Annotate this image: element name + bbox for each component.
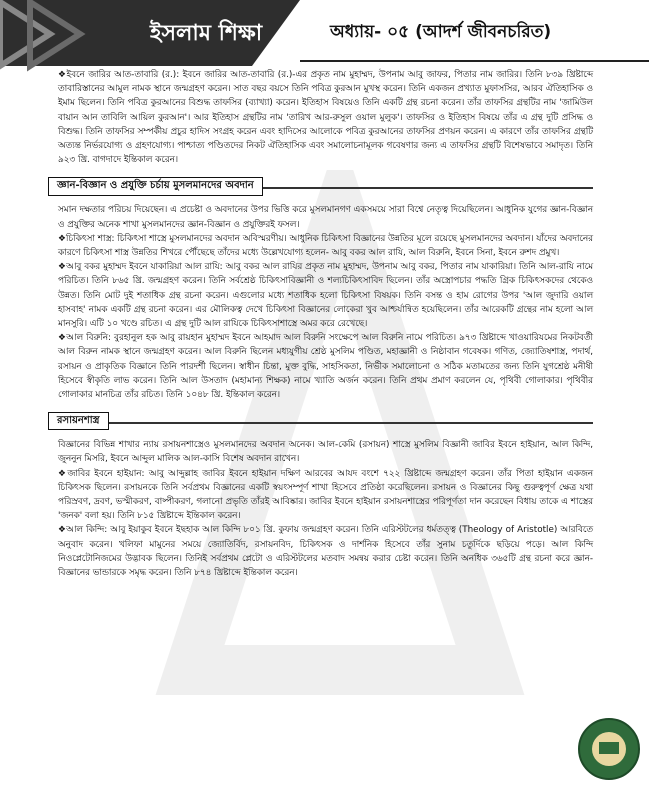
paragraph-tabari: ❖ ইবনে জারির আত-তাবারি (র.): ইবনে জারির আত-তাবারি (র.)-এর প্রকৃত নাম মুহাম্মদ, উপনাম আবু জাফর, পিতার নাম জারির। তিনি ৮৩৯ খ্রিষ্টাব্দে তাবারিস্তানের আমুল নামক স্থানে জন্মগ্রহণ করেন। সাত বছর বয়সে তিনি পবিত্র কুরআন মুখস্থ করেন। তিনি একজন প্রখ্যাত মুফাসসির, আরব ঐতিহাসিক ও ইমাম ছিলেন। তিনি পবিত্র কুরআনের বিশুদ্ধ তাফসির (ব্যাখ্যা) করেন। ইতিহাস বিষয়েও তিনি একটি গ্রন্থ রচনা করেন। তাঁর তাফসির গ্রন্থটির নাম 'জামিউল বায়ান আন তাবিলি আয়িল কুরআন'। আর ইতিহাস গ্রন্থটির নাম 'তারিখ আর-রুসুল ওয়াল মুলুক'। তাফসির ও ইতিহাস বিষয়ে তাঁর এ গ্রন্থ দুটি প্রসিদ্ধ ও বিশুদ্ধ। তিনি তাফসির সম্পর্কীয় প্রচুর হাদিস সংগ্রহ করেন এবং হাদিসের আলোকে পবিত্র কুরআনের তাফসির প্রণয়ন করেন। এ কারণে তাঁর তাফসির গ্রন্থটি অত্যন্ত নির্ভরযোগ্য ও গ্রহণযোগ্য। পাশ্চাত্য পণ্ডিতদের নিকট ঐতিহাসিক এবং সমালোচনামূলক গবেষণার জন্য এ তাফসির গ্রন্থটি বিশেষভাবে সমাদৃত। তিনি ৯২৩ খ্রি. বাগদাদে ইন্তিকাল করেন।: [58, 68, 593, 167]
page-header: [0, 0, 649, 66]
header-rule: [300, 60, 649, 62]
section-heading-row-chemistry: [58, 412, 593, 434]
paragraph-kindi: ❖ আল কিন্দি: আবু ইয়াকুব ইবনে ইছহাক আল কিন্দি ৮০১ খ্রি. কুফায় জন্মগ্রহণ করেন। তিনি এরিস্টটলের ধর্মতত্ত্ব (Theology of Aristotle) আরবিতে অনুবাদ করেন। খলিফা মামুনের সময়ে জ্যোতির্বিদ, রসায়নবিদ, চিকিৎসক ও দার্শনিক হিসেবে তাঁর সুনাম চতুর্দিকে ছড়িয়ে পড়ে। আল কিন্দি নিওপ্লেটোনিজমের উদ্ভাবক ছিলেন। তিনিই সর্বপ্রথম প্লেটো ও এরিস্টটলের মতবাদ সমন্বয় করার চেষ্টা করেন। তিনি অনধিক ৩৬৫টি গ্রন্থ রচনা করে জ্ঞান-বিজ্ঞানের ভান্ডারকে সমৃদ্ধ করেন। তিনি ৮৭৪ খ্রিষ্টাব্দে ইন্তিকাল করেন।: [58, 523, 593, 580]
subject-title: ইসলাম শিক্ষা: [150, 21, 263, 46]
paragraph-razi: ❖ আবু বকর মুহাম্মদ ইবনে যাকারিয়া আল রাযি: আবু বকর আল রাযির প্রকৃত নাম মুহাম্মদ, উপনাম আবু বকর, পিতার নাম যাকারিয়া। তিনি আল-রাযি নামে পরিচিত। তিনি ৮৬৫ খ্রি. জন্মগ্রহণ করেন। তিনি সর্বশ্রেষ্ঠ চিকিৎসাবিজ্ঞানী ও শল্যচিকিৎসাবিদ ছিলেন। তাঁর অস্ত্রোপচার পদ্ধতি গ্রিক চিকিৎসকদের থেকেও উন্নত। তিনি মোট দুই শতাধিক গ্রন্থ রচনা করেন। এগুলোর মধ্যে শতাধিক হলো চিকিৎসা বিষয়ক। তিনি বসন্ত ও হাম রোগের উপর 'আল জুদারি ওয়াল হাসবাহ' নামক একটি গ্রন্থ রচনা করেন। এর মৌলিকত্ব দেখে চিকিৎসা বিজ্ঞানের লোকেরা খুব আশ্চর্যান্বিত হয়েছিলেন। তাঁর আরেকটি গ্রন্থের নাম হলো আল মানসুরি। এটি ১০ খণ্ডে রচিত। এ গ্রন্থ দুটি আল রাযিকে চিকিৎসাশাস্ত্রে অমর করে রেখেছে।: [58, 260, 593, 331]
paragraph-intro-science: সমান দক্ষতার পরিচয় দিয়েছেন। এ প্রচেষ্টা ও অবদানের উপর ভিত্তি করে মুসলমানগণ একসময়ে সারা বিশ্বে নেতৃত্ব দিয়েছিলেন। আধুনিক যুগের জ্ঞান-বিজ্ঞান ও প্রযুক্তির অনেক শাখা মুসলমানদের জ্ঞান-বিজ্ঞান ও প্রযুক্তিরই ফসল।: [58, 205, 593, 230]
page-content: [58, 68, 593, 580]
paragraph-medicine: ❖ চিকিৎসা শাস্ত্র: চিকিৎসা শাস্ত্রে মুসলমানদের অবদান অবিস্মরণীয়। আধুনিক চিকিৎসা বিজ্ঞানের উন্নতির মূলে রয়েছে মুসলমানদের অবদান। যাঁদের অবদানের কারণে চিকিৎসা শাস্ত্র উন্নতির শিখরে পৌঁছেছে তাঁদের মধ্যে উল্লেখযোগ্য হলেন- আবু বকর আল রাযি, আল বিরুনি, ইবনে সিনা, ইবনে রুশদ প্রমুখ।: [58, 232, 593, 260]
paragraph-biruni: ❖ আল বিরুনি: বুরহানুল হক আবু রায়হান মুহাম্মদ ইবনে আহমাদ আল বিরুনি সংক্ষেপে আল বিরুনি নামে পরিচিত। ৯৭৩ খ্রিষ্টাব্দে খাওয়ারিযমের নিকটবর্তী আল বিরুন নামক স্থানে জন্মগ্রহণ করেন। আল বিরুনি ছিলেন মধ্যযুগীয় শ্রেষ্ঠ মুসলিম পণ্ডিত, মহাজ্ঞানী ও নিষ্ঠাবান গবেষক। গণিত, জ্যোতিষশাস্ত্র, পদার্থ, রসায়ন ও প্রাকৃতিক বিজ্ঞানে তিনি পারদর্শী ছিলেন। স্বাধীন চিন্তা, মুক্ত বুদ্ধি, সাহসিকতা, নির্ভীক সমালোচনা ও সঠিক মতামতের জন্য তিনি যুগশ্রেষ্ঠ মনীষী হিসেবে স্বীকৃতি লাভ করেন। তিনি আল উসতাদ (মহামান্য শিক্ষক) নামে খ্যাতি অর্জন করেন। তিনি প্রথম প্রমাণ করলেন যে, পৃথিবী গোলাকার। পৃথিবীর গোলাকার মানচিত্র তাঁর রচিত। তিনি ১০৪৮ খ্রি. ইন্তিকাল করেন।: [58, 331, 593, 402]
section-divider: [48, 422, 593, 424]
section-heading-science: জ্ঞান-বিজ্ঞান ও প্রযুক্তি চর্চায় মুসলমানদের অবদান: [48, 177, 263, 195]
publisher-logo: [578, 718, 640, 780]
chapter-title: অধ্যায়- ০৫ (আদর্শ জীবনচরিত): [330, 22, 552, 42]
paragraph-jabir: ❖ জাবির ইবনে হাইয়ান: আবু আব্দুল্লাহ জাবির ইবনে হাইয়ান দক্ষিণ আরবের আযদ বংশে ৭২২ খ্রিষ্টাব্দে জন্মগ্রহণ করেন। তাঁর পিতা হাইয়ান একজন চিকিৎসক ছিলেন। রসায়নকে তিনি সর্বপ্রথম বিজ্ঞানের একটি স্বয়ংসম্পূর্ণ শাখা হিসেবে প্রতিষ্ঠা করেছিলেন। রসায়ন ও বিজ্ঞানের কিছু গুরুত্বপূর্ণ ক্ষেত্র যথা পরিস্রবণ, দ্রবণ, ভস্মীকরণ, বাষ্পীকরণ, গলানো প্রভৃতি তাঁরই আবিষ্কার। জাবির ইবনে হাইয়ান রসায়নশাস্ত্রের পরিপূর্ণতা দান করেছেন বিধায় তাকে এ শাস্ত্রের 'জনক' বলা হয়। তিনি ৮১৫ খ্রিষ্টাব্দে ইন্তিকাল করেন।: [58, 467, 593, 524]
section-heading-chemistry: রসায়নশাস্ত্র: [48, 412, 109, 430]
book-icon: [599, 742, 619, 754]
header-decoration: [0, 0, 110, 76]
section-heading-row-science: [58, 177, 593, 199]
paragraph-intro-chemistry: বিজ্ঞানের বিভিন্ন শাখার ন্যায় রসায়নশাস্ত্রেও মুসলমানদের অবদান অনেক। আল-কেমি (রসায়ন) শাস্ত্রে মুসলিম বিজ্ঞানী জাবির ইবনে হাইয়ান, আল কিন্দি, জুননুন মিসরি, ইবনে আব্দুল মালিক আল-কাসি বিশেষ অবদান রাখেন।: [58, 440, 593, 465]
